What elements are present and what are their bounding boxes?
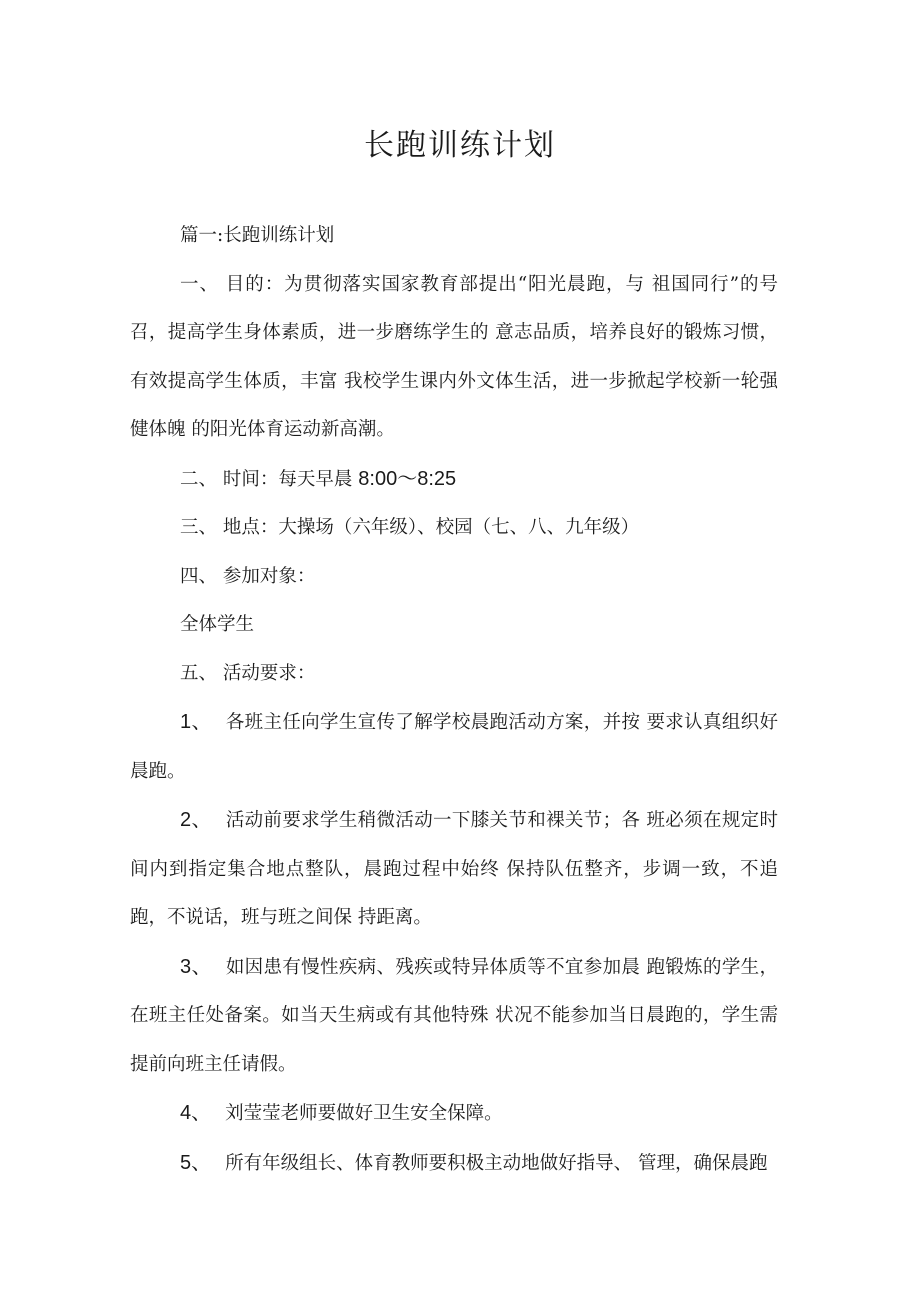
requirement-number: 4、 [180,1102,212,1124]
time-value: 8:00～8:25 [358,467,457,490]
requirement-text: 刘莹莹老师要做好卫生安全保障。 [225,1103,503,1124]
requirement-item [130,1089,778,1139]
requirement-item [130,1139,778,1189]
section-time [130,455,778,505]
participants-value: 全体学生 [180,614,255,635]
requirement-number: 3、 [180,955,212,978]
section-participants-label: 四、 参加对象： [180,565,316,587]
requirement-item [130,943,778,1090]
document-title: 长跑训练计划 [364,128,556,163]
document-body [130,212,778,1188]
requirement-number: 5、 [180,1151,212,1174]
requirement-text: 如因患有慢性疾病、残疾或特异体质等不宜参加晨 跑锻炼的学生，在班主任处备案。如当天生病或有其他特殊 状况不能参加当日晨跑的，学生需提前向班主任请假。 [130,956,779,1075]
requirement-item [130,796,778,943]
time-label: 二、 时间：每天早晨 [180,468,359,490]
requirement-number: 2、 [180,809,212,831]
requirement-text: 所有年级组长、体育教师要积极主动地做好指导、 管理，确保晨跑 [225,1152,768,1174]
requirement-item [130,698,778,796]
subtitle: 篇一:长跑训练计划 [180,225,335,246]
requirement-text: 各班主任向学生宣传了解学校晨跑活动方案，并按 要求认真组织好晨跑。 [130,712,779,782]
section-location: 三、 地点：大操场（六年级）、校园（七、八、九年级） [180,517,640,538]
section-purpose: 一、 目的：为贯彻落实国家教育部提出“阳光晨跑，与 祖国同行”的号召，提高学生身体素质，进一步磨练学生的 意志品质，培养良好的锻炼习惯，有效提高学生体质，丰富 我校学生课内外文体生活，进一步掀起学校新一轮强健体魄 的阳光体育运动新高潮。 [130,273,778,440]
requirement-text: 活动前要求学生稍微活动一下膝关节和裸关节；各 班必须在规定时间内到指定集合地点整队，晨跑过程中始终 保持队伍整齐，步调一致，不追跑，不说话，班与班之间保 持距离。 [130,810,779,928]
requirement-number: 1、 [180,711,212,733]
section-requirements-label: 五、 活动要求： [180,662,316,684]
